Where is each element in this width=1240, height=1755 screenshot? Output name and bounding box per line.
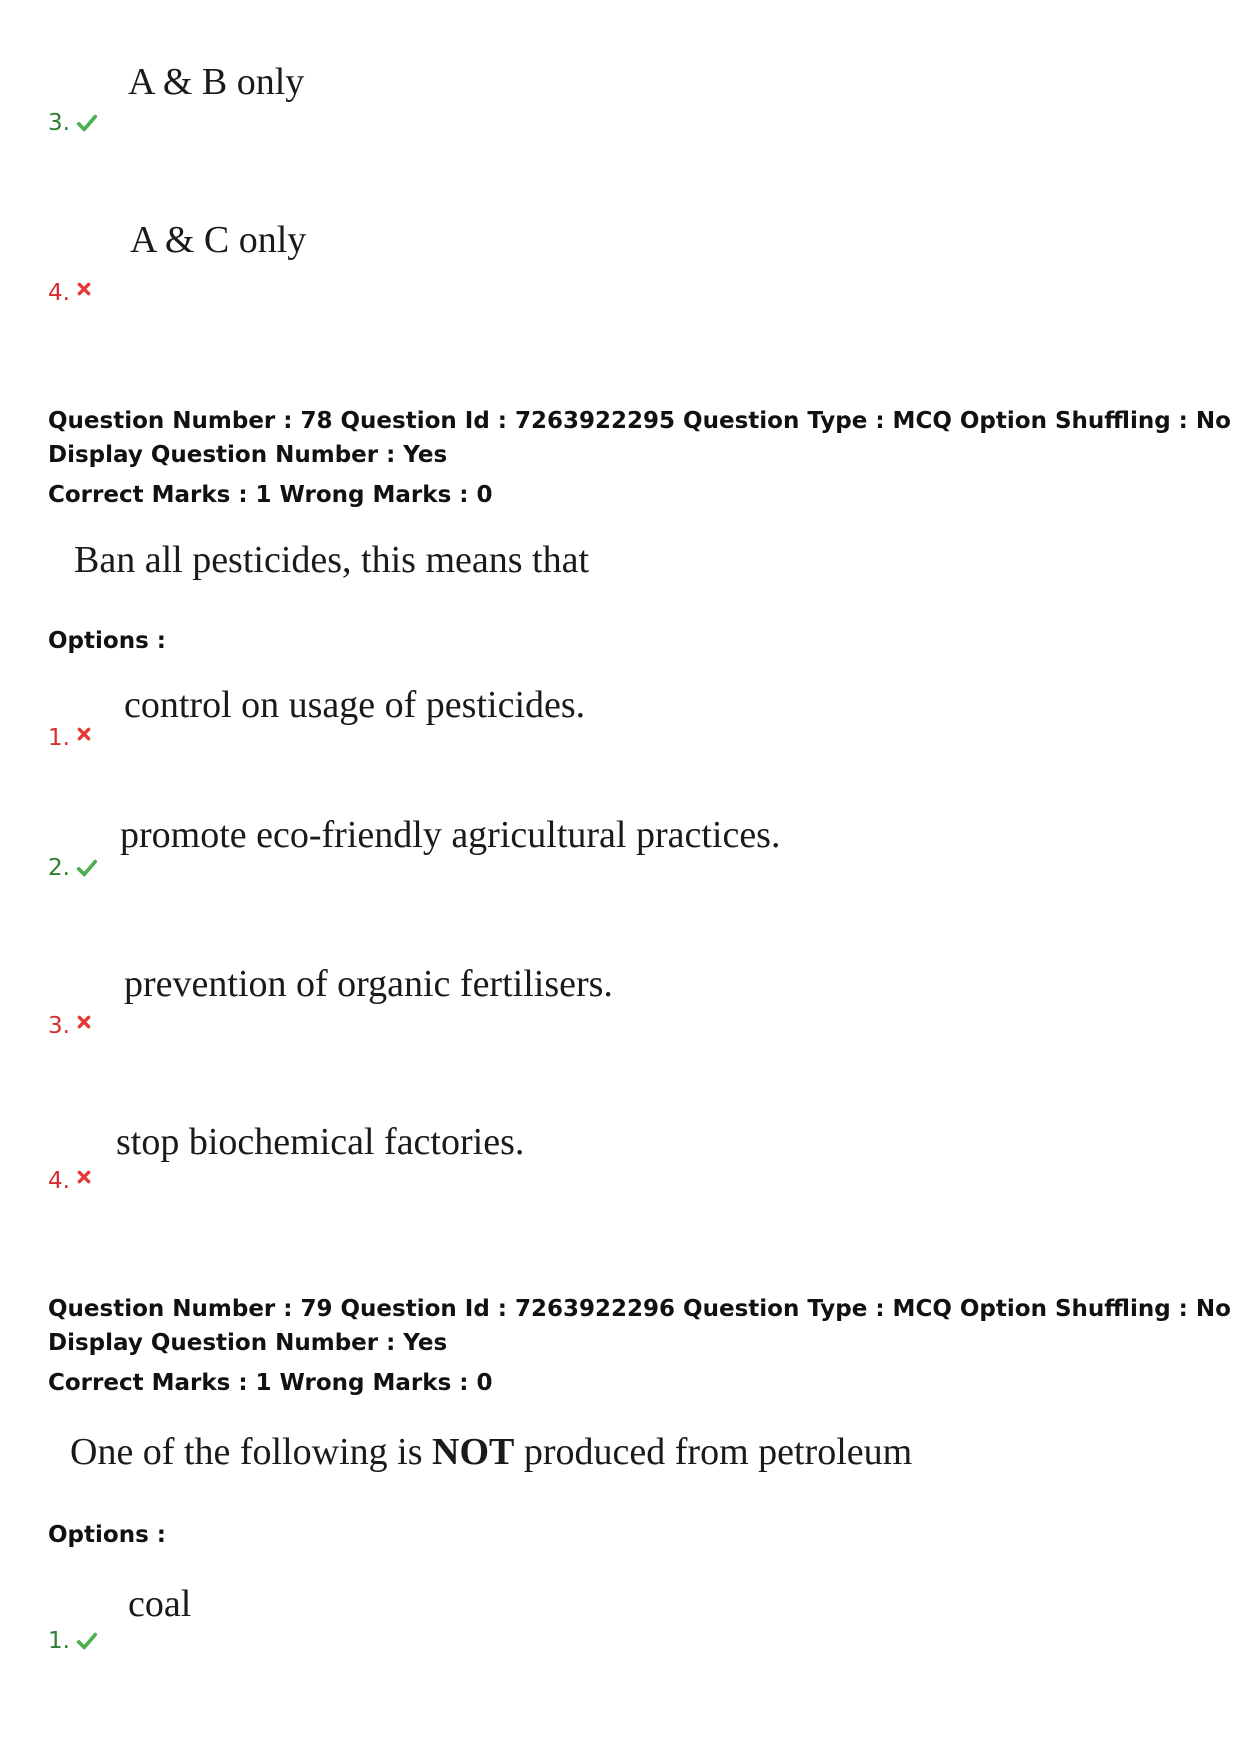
option-number: 2. xyxy=(48,855,98,881)
option-number: 4. xyxy=(48,280,92,306)
option-number: 4. xyxy=(48,1168,92,1194)
option-text: stop biochemical factories. xyxy=(116,1121,525,1163)
option-text: A & C only xyxy=(130,219,307,261)
option-text: control on usage of pesticides. xyxy=(124,684,586,726)
cross-icon xyxy=(76,281,92,297)
check-icon xyxy=(76,112,98,134)
option-number: 1. xyxy=(48,725,92,751)
cross-icon xyxy=(76,1169,92,1185)
option-text: coal xyxy=(128,1583,192,1625)
options-label: Options : xyxy=(48,628,166,654)
cross-icon xyxy=(76,726,92,742)
question-header: Question Number : 79 Question Id : 7263922296 Question Type : MCQ Option Shuffling : No Display Question Number : Yes Correct Marks : 1 Wrong Marks : 0 xyxy=(48,1296,1231,1396)
option-number: 3. xyxy=(48,1013,92,1039)
cross-icon xyxy=(76,1014,92,1030)
question-text: Ban all pesticides, this means that xyxy=(74,539,590,581)
question-text: One of the following is NOT produced from petroleum xyxy=(70,1431,913,1473)
option-text: promote eco-friendly agricultural practices. xyxy=(120,814,781,856)
check-icon xyxy=(76,1630,98,1652)
options-label: Options : xyxy=(48,1522,166,1548)
question-header: Question Number : 78 Question Id : 7263922295 Question Type : MCQ Option Shuffling : No Display Question Number : Yes Correct Marks : 1 Wrong Marks : 0 xyxy=(48,408,1231,508)
option-number: 3. xyxy=(48,110,98,136)
option-number: 1. xyxy=(48,1628,98,1654)
option-text: A & B only xyxy=(128,61,305,103)
check-icon xyxy=(76,857,98,879)
option-text: prevention of organic fertilisers. xyxy=(124,963,613,1005)
